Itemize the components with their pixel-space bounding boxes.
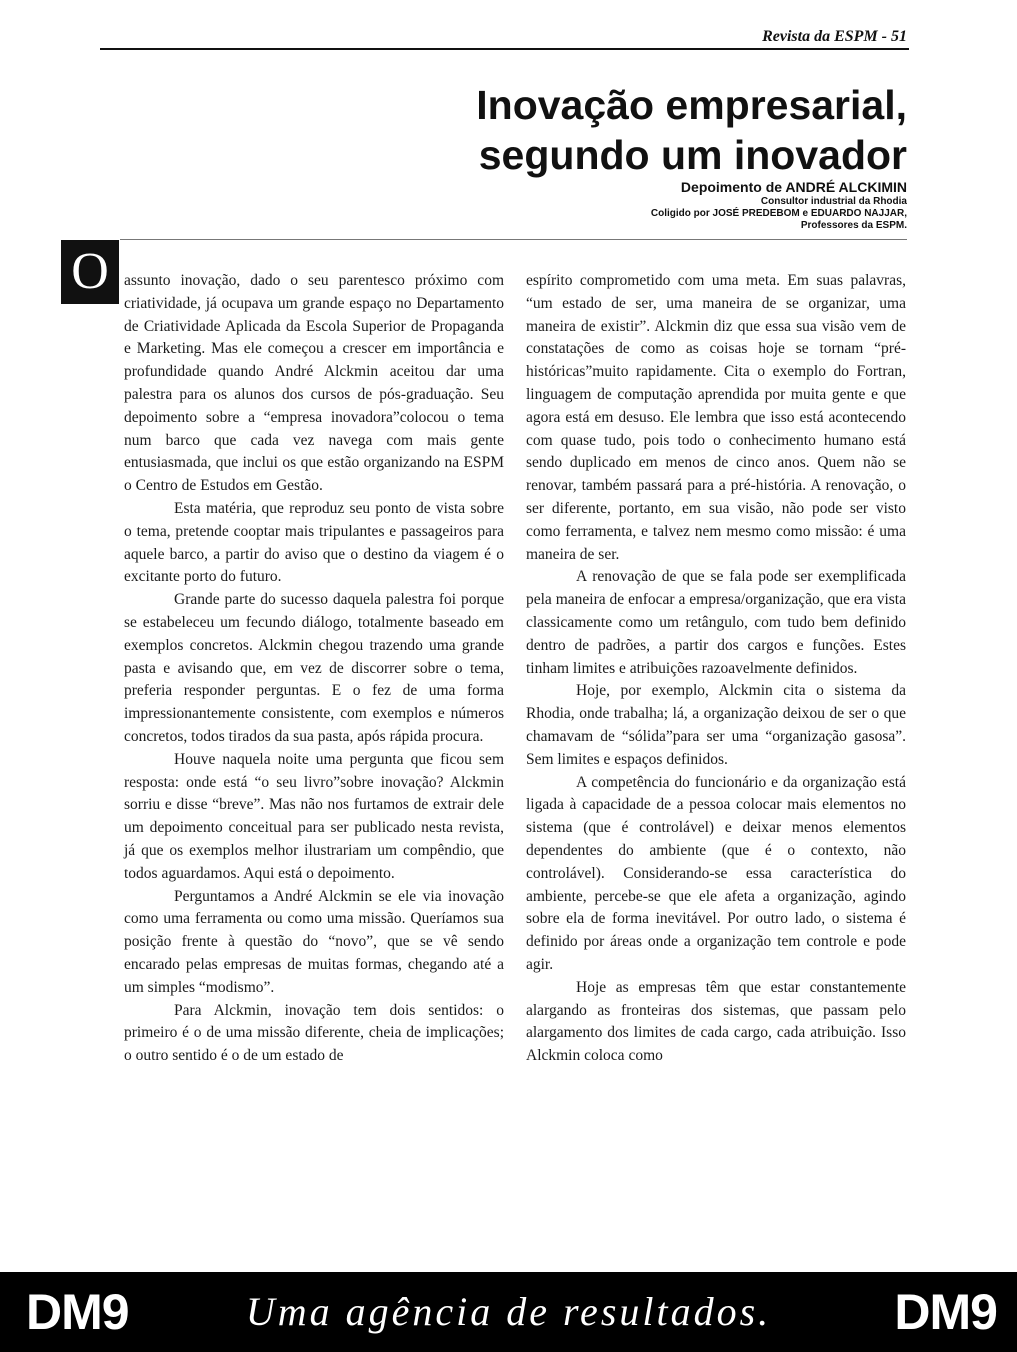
paragraph: Esta matéria, que reproduz seu ponto de vista sobre o tema, pretende cooptar mais tripulantes e passageiros para aquele barco, a partir do aviso que o destino da viagem é o excitante porto do futuro.	[124, 499, 504, 586]
paragraph: Perguntamos a André Alckmin se ele via inovação como uma ferramenta ou como uma missão. Queríamos sua posição frente à questão do “novo”, que se vê sendo encarado pelas empresas de muitas formas, chegando até a um simples “modismo”.	[124, 887, 504, 996]
byline-author: Depoimento de ANDRÉ ALCKIMIN	[680, 179, 907, 195]
byline	[651, 178, 907, 232]
footer-ad-banner	[0, 1272, 1017, 1352]
title-line-2: segundo um inovador	[478, 132, 907, 178]
paragraph: Hoje, por exemplo, Alckmin cita o sistema da Rhodia, onde trabalha; lá, a organização deixou de ser o que chamavam de “sólida”para ser uma “organização gasosa”. Sem limites e espaços definidos.	[526, 682, 906, 768]
title-rule	[120, 239, 907, 240]
paragraph: espírito comprometido com uma meta. Em suas palavras, “um estado de ser, uma maneira de se organizar, uma maneira de existir”. Alckmin diz que essa sua visão vem de constatações de como as coisas hoje se tornam “pré-históricas”muito rapidamente. Cita o exemplo do Fortran, linguagem de computação aprendida por muita gente e que agora está em desuso. Ele lembra que isso está acontecendo com quase tudo, pois todo o conhecimento humano está sendo duplicado em menos de cinco anos. Quem não se renovar, também passará para a pré-história. A renovação, o ser diferente, portanto, em sua visão, não pode ser visto como ferramenta, e talvez nem mesmo como missão: é uma maneira de ser.	[526, 272, 906, 563]
paragraph: Houve naquela noite uma pergunta que ficou sem resposta: onde está “o seu livro”sobre inovação? Alckmin sorriu e disse “breve”. Mas não nos furtamos de extrair dele um depoimento conceitual para ser publicado nesta revista, já que os exemplos melhor ilustrariam um compêndio, que todos aguardamos. Aqui está o depoimento.	[124, 750, 504, 882]
byline-compilers-role: Professores da ESPM.	[800, 220, 907, 231]
right-column	[526, 270, 906, 1068]
paragraph: assunto inovação, dado o seu parentesco próximo com criatividade, já ocupava um grande espaço no Departamento de Criatividade Aplicada da Escola Superior de Propaganda e Marketing. Mas ele começou a crescer em importância e profundidade quando André Alckmin aceitou dar uma palestra para os alunos dos cursos de pós-graduação. Seu depoimento sobre a “empresa inovadora”colocou o tema num barco que cada vez navega com mais gente entusiasmada, que inclui os que estão organizando na ESPM o Centro de Estudos em Gestão.	[124, 272, 504, 495]
paragraph: Grande parte do sucesso daquela palestra foi porque se estabeleceu um fecundo diálogo, totalmente baseado em exemplos concretos. Alckmin chegou trazendo uma grande pasta e avisando que, em vez de discorrer sobre o tema, preferia responder perguntas. E o fez de uma forma impressionantemente consistente, com exemplos e números concretos, todos tirados da sua pasta, após rápida procura.	[124, 591, 504, 745]
header-rule	[100, 48, 909, 50]
byline-role: Consultor industrial da Rhodia	[760, 196, 907, 207]
ad-slogan: Uma agência de resultados.	[245, 1289, 772, 1334]
title-line-1: Inovação empresarial,	[476, 82, 907, 128]
drop-cap: O	[61, 240, 119, 304]
running-head: Revista da ESPM - 51	[762, 28, 907, 45]
paragraph: A renovação de que se fala pode ser exemplificada pela maneira de enfocar a empresa/organização, que era vista classicamente como um retângulo, com tudo bem definido dentro de padrões, a partir dos cargos e funções. Estes tinham limites e atribuições razoavelmente definidos.	[526, 568, 906, 677]
dm9-logo-right: DM9	[894, 1284, 997, 1340]
paragraph: Hoje as empresas têm que estar constantemente alargando as fronteiras dos sistemas, que passam pelo alargamento dos limites de cada cargo, cada atribuição. Isso Alckmin coloca como	[526, 978, 906, 1065]
paragraph: Para Alckmin, inovação tem dois sentidos: o primeiro é o de uma missão diferente, cheia de implicações; o outro sentido é o de um estado de	[124, 1001, 504, 1065]
dm9-logo-left: DM9	[26, 1284, 129, 1340]
byline-compilers: Coligido por JOSÉ PREDEBOM e EDUARDO NAJJAR,	[650, 208, 907, 219]
left-column	[124, 270, 504, 1068]
article-title	[476, 80, 907, 180]
paragraph: A competência do funcionário e da organização está ligada à capacidade de a pessoa colocar mais elementos no sistema (que é controlável) e deixar menos elementos dependentes do ambiente (que é o contexto, não controlável). Considerando-se essa característica do ambiente, percebe-se que ele afeta a organização, agindo sobre ela de forma inevitável. Por outro lado, o sistema é definido por áreas onde a organização tem controle e pode agir.	[526, 773, 906, 973]
